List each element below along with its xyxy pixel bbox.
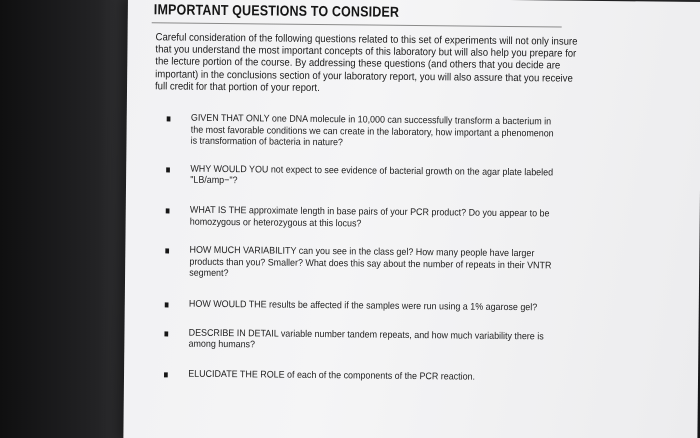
page-title: IMPORTANT QUESTIONS TO CONSIDER xyxy=(153,2,400,21)
question-text: ELUCIDATE THE ROLE of each of the components of the PCR reaction. xyxy=(188,368,476,383)
question-item xyxy=(166,204,557,231)
bullet-icon xyxy=(166,208,170,213)
question-text: DESCRIBE IN DETAIL variable number tandem repeats, and how much variability there is among humans? xyxy=(188,327,544,351)
bullet-icon xyxy=(164,331,168,336)
bullet-icon xyxy=(166,167,170,172)
dark-background xyxy=(0,0,140,438)
question-item xyxy=(165,245,556,284)
question-text: HOW MUCH VARIABILITY can you see in the class gel? How many people have larger products than you? Smaller? What does this say about the number of repeats in their VNTR segment? xyxy=(189,244,552,280)
bullet-icon xyxy=(165,302,169,307)
intro-paragraph: Careful consideration of the following questions related to this set of experiments will not only insure that you understand the most important concepts of this laboratory but will also help you prepare for the lecture portion of the course. By addressing these questions (and others that you decide are important) in the conclusions section of your laboratory report, you will also assure that you receive full credit for that portion of your report. xyxy=(154,32,578,94)
question-text: GIVEN THAT ONLY one DNA molecule in 10,000 can successfully transform a bacterium in the most favorable conditions we can create in the laboratory, how important a phenomenon is transformation of bacteria in nature? xyxy=(190,112,554,149)
question-item xyxy=(164,368,555,384)
question-text: WHAT IS THE approximate length in base pairs of your PCR product? Do you appear to be homozygous or heterozygous at this locus? xyxy=(189,204,550,230)
question-item xyxy=(166,112,557,151)
question-text: WHY WOULD YOU not expect to see evidence of bacterial growth on the agar plate labeled "LB/amp−"? xyxy=(190,163,554,187)
title-underline xyxy=(152,22,562,27)
question-item xyxy=(165,298,556,314)
bullet-icon xyxy=(164,372,168,377)
document-page xyxy=(123,0,700,438)
question-text: HOW WOULD THE results be affected if the samples were run using a 1% agarose gel? xyxy=(188,298,538,314)
question-item xyxy=(166,163,557,190)
question-item xyxy=(164,327,555,354)
question-list xyxy=(164,112,587,384)
bullet-icon xyxy=(165,249,169,254)
bullet-icon xyxy=(167,116,171,121)
